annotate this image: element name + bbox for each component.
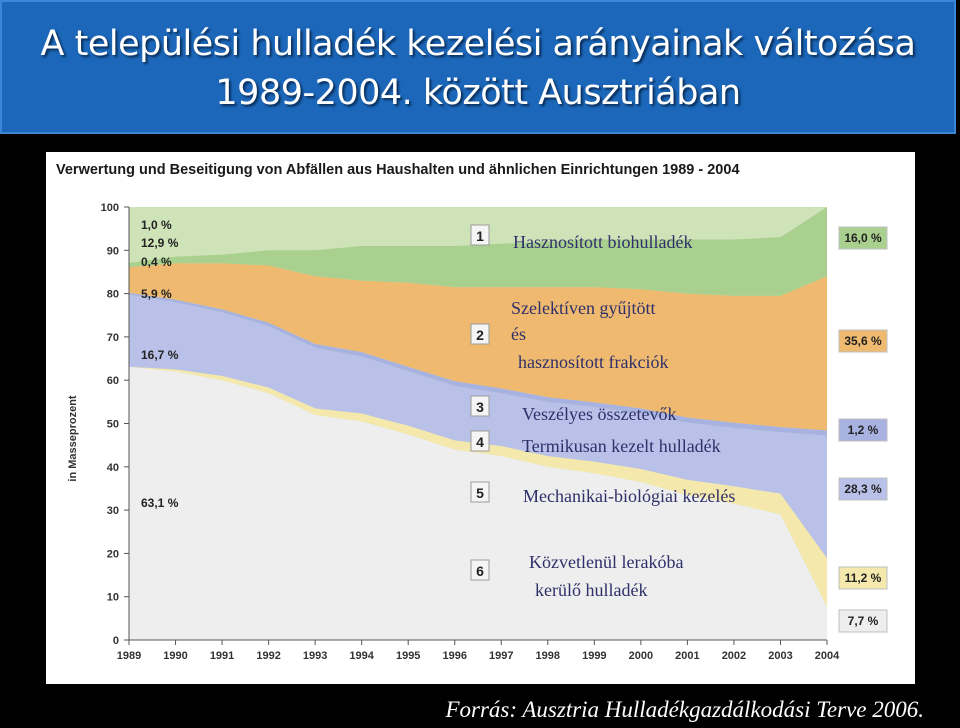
- x-tick-label: 1994: [349, 650, 374, 662]
- title-band: [0, 0, 956, 134]
- x-tick-label: 1989: [116, 650, 142, 662]
- number-badge-label: 1: [476, 228, 484, 244]
- x-tick-label: 1996: [442, 650, 467, 662]
- start-value-label: 63,1 %: [141, 496, 179, 510]
- annotation-szelektiv-1: Szelektíven gyűjtött: [511, 298, 656, 318]
- x-tick-label: 2003: [768, 650, 793, 662]
- x-tick-label: 1995: [395, 650, 421, 662]
- x-tick-label: 2002: [721, 650, 747, 662]
- slide-title-line-1: A települési hulladék kezelési arányainak változása: [40, 24, 916, 64]
- start-value-label: 1,0 %: [141, 218, 172, 232]
- x-tick-label: 2004: [814, 650, 840, 662]
- number-badge-label: 2: [476, 327, 484, 343]
- y-tick-label: 10: [106, 591, 119, 604]
- number-badge-label: 6: [476, 563, 484, 579]
- start-value-label: 16,7 %: [141, 348, 179, 362]
- x-tick-label: 1997: [489, 650, 514, 662]
- number-badge-label: 3: [476, 399, 484, 415]
- end-value-label: 16,0 %: [844, 231, 882, 245]
- y-tick-label: 80: [106, 288, 119, 301]
- x-tick-label: 1991: [209, 650, 235, 662]
- end-value-label: 7,7 %: [847, 614, 879, 628]
- stacked-area-chart: [46, 152, 915, 684]
- number-badge-label: 5: [476, 485, 484, 501]
- slide-title-line-2: 1989-2004. között Ausztriában: [215, 73, 741, 113]
- y-tick-label: 90: [106, 245, 119, 258]
- x-tick-label: 1999: [582, 650, 607, 662]
- start-value-label: 12,9 %: [141, 236, 179, 250]
- annotation-termikus: Termikusan kezelt hulladék: [522, 436, 721, 456]
- x-tick-label: 2001: [675, 650, 700, 662]
- source-citation: Forrás: Ausztria Hulladékgazdálkodási Terve 2006.: [445, 697, 924, 722]
- y-tick-label: 60: [106, 375, 119, 388]
- annotation-lerako-1: Közvetlenül lerakóba: [529, 552, 684, 572]
- end-value-label: 1,2 %: [847, 423, 879, 437]
- annotation-szelektiv-3: hasznosított frakciók: [518, 352, 669, 372]
- end-value-label: 28,3 %: [844, 482, 882, 496]
- y-tick-label: 50: [106, 418, 119, 431]
- chart-panel: [46, 152, 915, 684]
- end-value-label: 11,2 %: [844, 571, 882, 585]
- start-value-label: 0,4 %: [141, 255, 172, 269]
- x-tick-label: 1998: [535, 650, 561, 662]
- y-tick-label: 30: [106, 505, 119, 518]
- y-tick-label: 100: [100, 202, 119, 214]
- end-value-label: 35,6 %: [844, 334, 882, 348]
- annotation-mbt: Mechanikai-biológiai kezelés: [523, 486, 736, 506]
- y-axis-title: in Masseprozent: [67, 395, 79, 482]
- x-tick-label: 1993: [302, 650, 328, 662]
- annotation-szelektiv-2: és: [511, 324, 526, 344]
- number-badge-label: 4: [476, 434, 484, 450]
- x-tick-label: 2000: [628, 650, 654, 662]
- chart-title: Verwertung und Beseitigung von Abfällen aus Haushalten und ähnlichen Einrichtungen 1989 - 2004: [56, 162, 740, 178]
- x-tick-label: 1992: [256, 650, 281, 662]
- y-tick-label: 70: [106, 331, 119, 344]
- y-tick-label: 20: [106, 548, 119, 561]
- y-tick-label: 40: [106, 461, 119, 474]
- annotation-veszelyes: Veszélyes összetevők: [522, 404, 677, 424]
- y-tick-label: 0: [112, 635, 119, 647]
- annotation-biohulladek: Hasznosított biohulladék: [513, 232, 693, 252]
- annotation-lerako-2: kerülő hulladék: [535, 580, 648, 600]
- x-tick-label: 1990: [163, 650, 188, 662]
- start-value-label: 5,9 %: [141, 287, 172, 301]
